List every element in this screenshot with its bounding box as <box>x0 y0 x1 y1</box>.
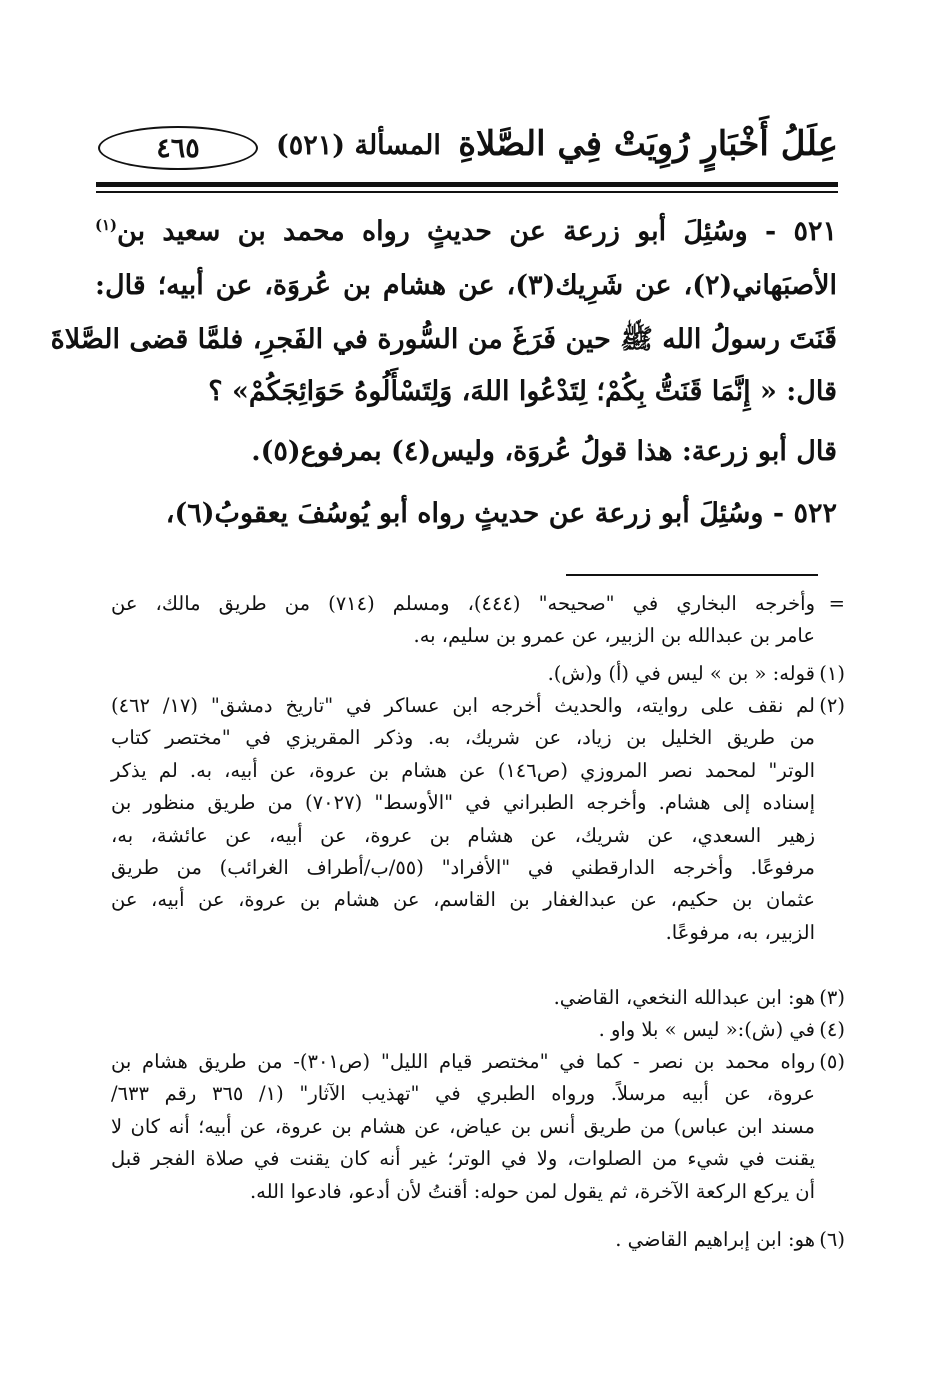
footnote-number: (٦) <box>819 1228 845 1251</box>
footnote-line: أن يركع الركعة الآخرة، ثم يقول لمن حوله: أقنتُ لأن أدعو، فادعوا الله. <box>249 1179 815 1203</box>
footnote-line: الوتر" لمحمد نصر المروزي (ص١٤٦) عن هشام بن عروة، عن أبيه، به. لم يذكر <box>111 758 815 782</box>
footnote-line: الزبير، به، مرفوعًا. <box>665 920 815 944</box>
header-rule-thin <box>96 191 838 193</box>
footnote-line: قوله: « بن » ليس في (أ) و(ش). <box>547 662 815 685</box>
footnote-separator <box>566 574 818 576</box>
footnote-line: مسند ابن عباس) من طريق أنس بن عياض، عن هشام بن عروة، عن أبيه؛ أنه كان لا <box>111 1114 815 1138</box>
footnote-line: هو: ابن إبراهيم القاضي . <box>615 1228 815 1251</box>
footnote-continued <box>111 588 845 653</box>
footnote-line: لم نقف على روايته، والحديث أخرجه ابن عساكر في "تاريخ دمشق" (١٧/ ٤٦٢) <box>111 694 815 717</box>
issue-label: المسألة (٥٢١) <box>276 130 441 161</box>
footnote-2 <box>111 690 845 949</box>
footnote-line: مرفوعًا. وأخرجه الدارقطني في "الأفراد" (٥٥/ب/أطراف الغرائب) من طريق <box>111 856 816 880</box>
footnote-4 <box>111 1014 845 1046</box>
main-line: ٥٢٢ - وسُئِلَ أبو زرعة عن حديثٍ رواه أبو يُوسُفَ يعقوبُ(٦)، <box>165 498 837 529</box>
page-number-badge: ٤٦٥ <box>98 126 258 170</box>
footnote-line: عامر بن عبدالله بن الزبير، عن عمرو بن سليم، به. <box>413 624 815 648</box>
footnote-number: (٥) <box>819 1050 845 1073</box>
footnote-line: رواه محمد بن نصر - كما في "مختصر قيام الليل" (ص٣٠١)- من طريق هشام بن <box>111 1050 815 1073</box>
header-rule-thick <box>96 182 838 187</box>
main-line: قال أبو زرعة: هذا قولُ عُروَة، وليس(٤) بمرفوع(٥). <box>251 436 837 467</box>
running-title: عِلَلُ أَخْبَارٍ رُوِيَتْ فِي الصَّلاةِ <box>458 124 838 164</box>
footnote-number: (٤) <box>819 1018 845 1041</box>
main-line: الأصبَهاني(٢)، عن شَرِيك(٣)، عن هشام بن عُروَة، عن أبيه؛ قال: <box>95 270 837 301</box>
footnote-line: يقنت في شيء من الصلوات، ولا في الوتر؛ غير أنه كان يقنت في صلاة الفجر قبل <box>111 1147 815 1171</box>
main-line-text: ٥٢١ - وسُئِلَ أبو زرعة عن حديثٍ رواه محمد بن سعيد بن <box>117 216 837 247</box>
footnote-1 <box>111 658 845 690</box>
footnote-number: = <box>828 592 845 615</box>
footnote-line: من طريق الخليل بن زياد، عن شريك، به. وذكر المقريزي في "مختصر كتاب <box>111 726 815 750</box>
footnote-line: عثمان بن حكيم، عن عبدالغفار بن القاسم، عن هشام بن عروة، عن أبيه، عن <box>111 888 815 912</box>
footnote-ref: (١) <box>95 216 118 234</box>
main-line: قال: « إِنَّمَا قَنَتُّ بِكُمْ؛ لِتَدْعُوا اللهَ، وَلِتَسْأَلُوهُ حَوَائِجَكُمْ» ؟ <box>208 376 837 407</box>
footnote-6 <box>111 1224 845 1256</box>
footnote-line: زهير السعدي، عن شريك، عن هشام بن عروة، عن أبيه، عن عائشة، به، <box>111 823 815 847</box>
page-header <box>96 118 838 180</box>
footnote-line: هو: ابن عبدالله النخعي، القاضي. <box>553 986 815 1009</box>
footnote-line: إسناده إلى هشام. وأخرجه الطبراني في "الأوسط" (٧٠٢٧) من طريق منظور بن <box>111 791 815 815</box>
footnote-5 <box>111 1046 845 1208</box>
main-line: قَنَتَ رسولُ الله ﷺ حين فَرَغَ من السُّورة في الفَجرِ، فلمَّا قضى الصَّلاةَ <box>50 324 837 355</box>
footnote-line: وأخرجه البخاري في "صحيحه" (٤٤٤)، ومسلم (٧١٤) من طريق مالك، عن <box>111 592 815 615</box>
footnote-number: (٣) <box>819 986 845 1009</box>
footnote-line: عروة، عن أبيه مرسلاً. ورواه الطبري في "تهذيب الآثار" (١/ ٣٦٥ رقم ٦٣٣/ <box>111 1082 815 1106</box>
main-line <box>95 218 837 245</box>
footnote-3 <box>111 982 845 1014</box>
footnote-number: (٢) <box>819 694 845 717</box>
footnote-number: (١) <box>819 662 845 685</box>
footnote-line: في (ش):« ليس » بلا واو . <box>598 1018 815 1041</box>
